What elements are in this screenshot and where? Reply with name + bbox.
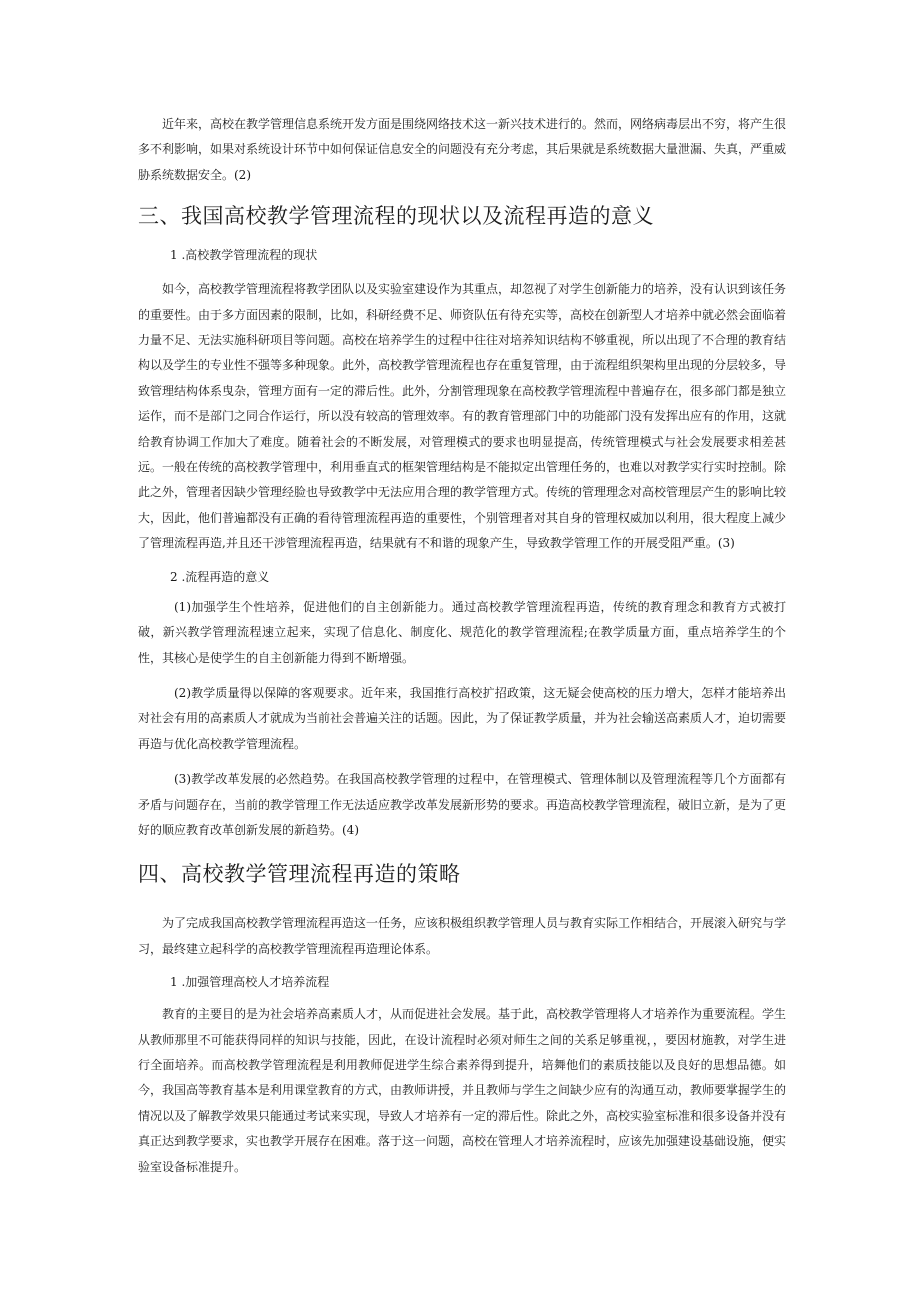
document-page <box>138 112 786 1180</box>
subsection-3-2-title: 2 .流程再造的意义 <box>170 569 270 584</box>
paragraph-3-1: 如今，高校教学管理流程将教学团队以及实验室建设作为其重点，却忽视了对学生创新能力的培养，没有认识到该任务的重要性。由于多方面因素的限制，比如，科研经费不足、师资队伍有待充实等，高校在创新型人才培养中就必然会面临着力量不足、无法实施科研项目等问题。高校在培养学生的过程中往往对培养知识结构不够重视，所以出现了不合理的教育结构以及学生的专业性不强等多种现象。此外，高校教学管理流程也存在重复管理，由于流程组织架构里出现的分层较多，导致管理结构体系曳杂，管理方面有一定的滞后性。此外，分割管理现象在高校教学管理流程中普遍存在，很多部门都是独立运作，而不是部门之同合作运行，所以没有较高的管理效率。有的教育管理部门中的功能部门没有发挥出应有的作用，这就给教育协调工作加大了难度。随着社会的不断发展，对管理模式的要求也明显提高，传统管理模式与社会发展要求相差甚远。一般在传统的高校教学管理中，利用垂直式的框架管理结构是不能拟定出管理任务的，也难以对教学实行实时控制。除此之外，管理者因缺少管理经脸也导致教学中无法应用合理的教学管理方式。传统的管理理念对高校管理层产生的影响比较大，因此，他们普遍都没有正确的看待管理流程再造的重要性，个别管理者对其自身的管理权威加以利用，很大程度上减少了管理流程再造,并且还干涉管理流程再造，结果就有不和谐的现象产生，导致教学管理工作的开展受阻严重。(3) <box>138 282 787 551</box>
section-4-heading: 四、高校教学管理流程再造的策略 <box>138 862 461 887</box>
paragraph-4: 为了完成我国高校教学管理流程再造这一任务，应该积极组织教学管理人员与教育实际工作相结合，开展滚入研究与学习，最终建立起科学的高校教学管理流程再造理论体系。 <box>138 916 787 956</box>
subsection-4-1-title: 1 .加强管理高校人才培养流程 <box>170 975 330 990</box>
list-item-1: (1)加强学生个性培养，促进他们的自主创新能力。通过高校教学管理流程再造，传统的教育理念和教育方式被打破，新兴教学管理流程速立起来，实现了信息化、制度化、规范化的教学管理流程;在教学质量方面，重点培养学生的个性，其核心是使学生的自主创新能力得到不断增强。 <box>138 599 786 665</box>
list-item-3: (3)教学改革发展的必然趋势。在我国高校教学管理的过程中，在管理模式、管理体制以及管理流程等几个方面都有矛盾与问题存在，当前的教学管理工作无法适应教学改革发展新形势的要求。再造高校教学管理流程，破旧立新，是为了更好的顺应教育改革创新发展的新趋势。(4) <box>138 772 787 837</box>
list-item-2: (2)教学质量得以保障的客观要求。近年来，我国推行高校扩招政策，这无疑会使高校的压力增大，怎样才能培养出对社会有用的高素质人才就成为当前社会普遍关注的话题。因此，为了保证教学质量，并为社会输送高素质人才，迫切需要再造与优化高校教学管理流程。 <box>138 685 787 751</box>
subsection-3-1-title: 1 .高校教学管理流程的现状 <box>170 248 318 263</box>
section-3-heading: 三、我国高校教学管理流程的现状以及流程再造的意义 <box>138 204 654 229</box>
paragraph-4-1: 教育的主要目的是为社会培养高素质人才，从而促进社会发展。基于此，高校教学管理将人才培养作为重要流程。学生从教师那里不可能获得同样的知识与技能，因此，在设计流程时必须对师生之间的关系足够重视，，要因材施教，对学生进行全面培养。而高校教学管理流程是利用教师促进学生综合素养得到提升，培舞他们的素质技能以及良好的思想品德。如今，我国高等教育基本是利用课堂教育的方式，由教师讲授，并且教师与学生之间缺少应有的沟通互动，教师要掌握学生的情况以及了解教学效果只能通过考试来实现，导致人才培养有一定的滞后性。除此之外，高校实验室标准和很多设备并没有真正达到教学要求，实也教学开展存在困难。落于这一问题，高校在管理人才培养流程时，应该先加强建设基础设施，便实验室设备标准提升。 <box>138 1007 787 1174</box>
intro-paragraph: 近年来，高校在教学管理信息系统开发方面是围绕网络技术这一新兴技术进行的。然而，网络病毒层出不穷，将产生很多不利影响，如果对系统设计环节中如何保证信息安全的问题没有充分考虑，其后果就是系统数据大量泄漏、失真，严重威胁系统数据安全。(2) <box>138 117 787 182</box>
